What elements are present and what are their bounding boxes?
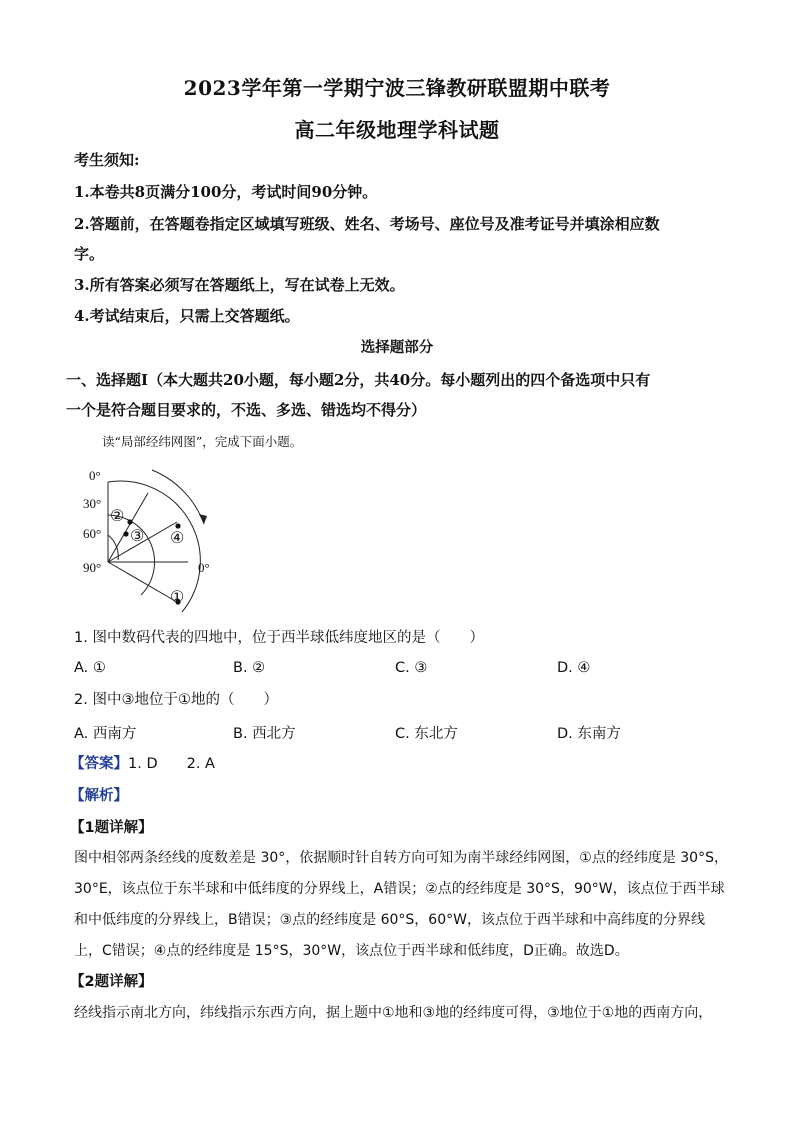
- notice-item: 字。: [74, 245, 105, 263]
- exam-subtitle: 高二年级地理学科试题: [294, 118, 500, 142]
- answer-tag: 【答案】: [70, 756, 128, 772]
- lon-label-0: 0°: [198, 560, 210, 575]
- lat-label-30: 30°: [83, 496, 102, 511]
- point-label-2: ②: [110, 508, 125, 525]
- analysis-line: 上，C错误；④点的经纬度是 15°S，30°W，该点位于西半球和低纬度，D正确。故选D。: [74, 943, 629, 959]
- rotation-arrow: [152, 470, 204, 524]
- point-label-1: ①: [170, 589, 185, 606]
- meridian-line: [108, 562, 177, 602]
- section-instructions: 一、选择题Ⅰ（本大题共20小题，每小题2分，共40分。每小题列出的四个备选项中只有: [66, 371, 651, 389]
- section-heading: 选择题部分: [360, 339, 434, 356]
- question-1-option-a[interactable]: A. ①: [74, 660, 106, 676]
- notice-item: 3.所有答案必须写在答题纸上，写在试卷上无效。: [74, 276, 405, 294]
- lat-lon-grid-figure: [80, 462, 240, 622]
- question-2-option-a[interactable]: A. 西南方: [74, 726, 137, 742]
- point-label-4: ④: [170, 530, 185, 547]
- notice-heading: 考生须知:: [74, 151, 140, 169]
- question-2-option-c[interactable]: C. 东北方: [395, 726, 458, 742]
- grid-lines: [108, 481, 200, 612]
- question-1-stem: 1. 图中数码代表的四地中，位于西半球低纬度地区的是（ ）: [74, 630, 484, 646]
- point-dot: [127, 519, 132, 524]
- analysis-line: 和中低纬度的分界线上，B错误；③点的经纬度是 60°S，60°W，该点位于西半球和中高纬度的分界线: [74, 912, 705, 928]
- lat-label-60: 60°: [83, 526, 102, 541]
- question-2-option-b[interactable]: B. 西北方: [233, 726, 296, 742]
- question-2-option-d[interactable]: D. 东南方: [557, 726, 621, 742]
- analysis-tag: 【解析】: [70, 788, 128, 804]
- point-dot: [123, 531, 128, 536]
- question-2-stem: 2. 图中③地位于①地的（ ）: [74, 692, 278, 708]
- notice-item: 1.本卷共8页满分100分，考试时间90分钟。: [74, 183, 378, 201]
- notice-item: 2.答题前，在答题卷指定区域填写班级、姓名、考场号、座位号及准考证号并填涂相应数: [74, 215, 660, 233]
- question-1-option-b[interactable]: B. ②: [233, 660, 266, 676]
- q2-detail-tag: 【2题详解】: [70, 974, 153, 990]
- answer-line: [70, 754, 720, 774]
- lat-label-90: 90°: [83, 560, 102, 575]
- analysis-line: 图中相邻两条经线的度数差是 30°，依据顺时针自转方向可知为南半球经纬网图，①点的经纬度是 30°S，: [74, 850, 728, 866]
- question-prompt: 读“局部经纬网图”，完成下面小题。: [102, 434, 303, 449]
- outer-latitude-arc: [108, 481, 200, 612]
- analysis-line: 30°E，该点位于东半球和中低纬度的分界线上，A错误；②点的经纬度是 30°S，90°W，该点位于西半球: [74, 881, 725, 897]
- notice-item: 4.考试结束后，只需上交答题纸。: [74, 307, 300, 325]
- lat-label-0: 0°: [89, 468, 101, 483]
- section-instructions: 一个是符合题目要求的，不选、多选、错选均不得分）: [66, 401, 427, 419]
- analysis-line: 经线指示南北方向，纬线指示东西方向，据上题中①地和③地的经纬度可得，③地位于①地的西南方向，: [74, 1005, 713, 1021]
- exam-title: 2023学年第一学期宁波三锋教研联盟期中联考: [183, 76, 611, 100]
- point-dot: [175, 523, 180, 528]
- question-1-option-d[interactable]: D. ④: [557, 660, 591, 676]
- question-1-option-c[interactable]: C. ③: [395, 660, 428, 676]
- q1-detail-tag: 【1题详解】: [70, 820, 153, 836]
- middle-latitude-arc: [108, 515, 155, 595]
- point-label-3: ③: [130, 528, 145, 545]
- answer-text: 1. D 2. A: [128, 756, 215, 772]
